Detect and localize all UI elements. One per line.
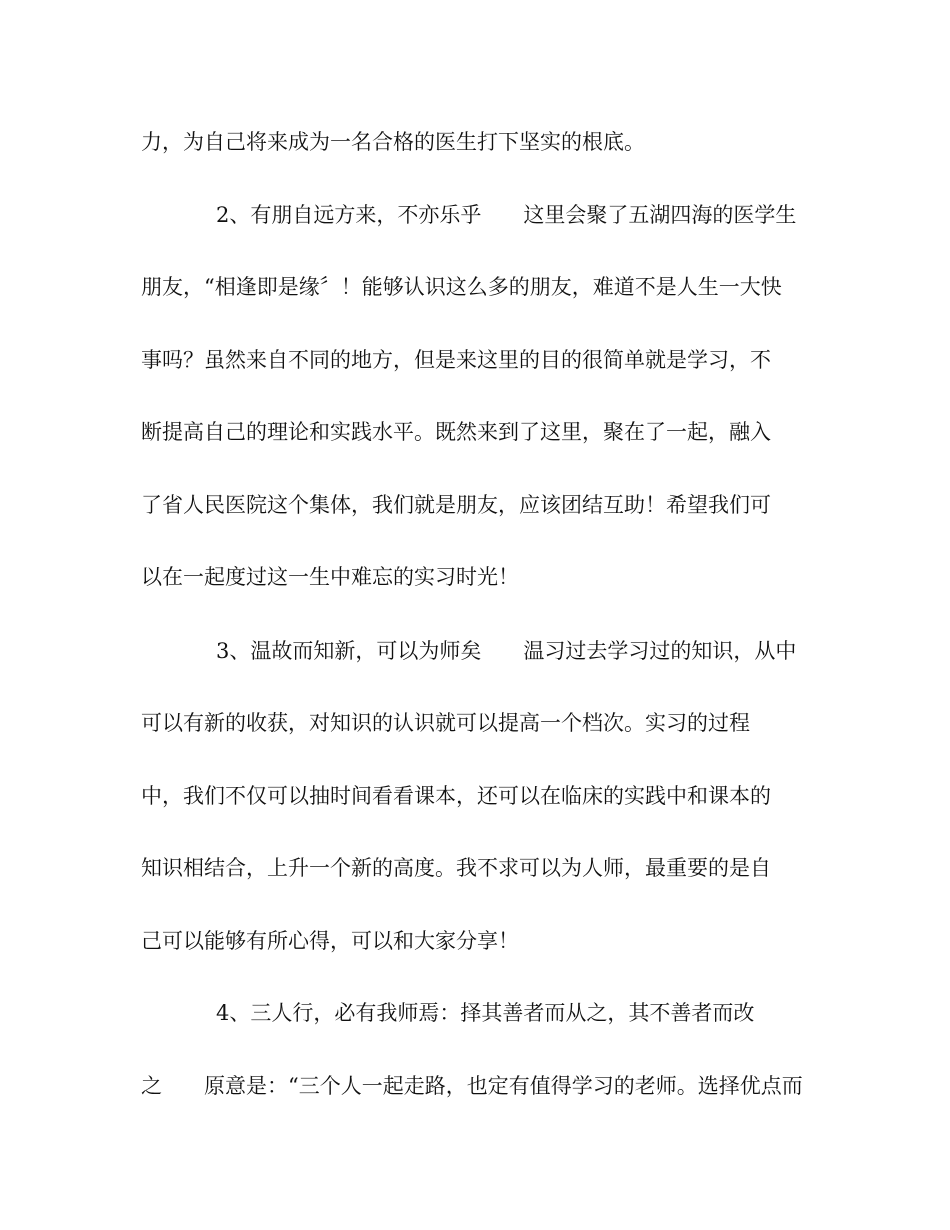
section-heading-4: 4、三人行，必有我师焉：择其善者而从之，其不善者而改 (216, 1001, 755, 1025)
text-line: 力，为自己将来成为一名合格的医生打下坚实的根底。 (141, 130, 645, 154)
text-line: 之 原意是：“三个人一起走路，也定有值得学习的老师。选择优点而 (141, 1074, 803, 1098)
text-line: 了省人民医院这个集体，我们就是朋友，应该团结互助！希望我们可 (141, 493, 771, 517)
text-line: 可以有新的收获，对知识的认识就可以提高一个档次。实习的过程 (141, 711, 750, 735)
text-line: 知识相结合，上升一个新的高度。我不求可以为人师，最重要的是自 (141, 856, 771, 880)
section-heading-3: 3、温故而知新，可以为师矣 温习过去学习过的知识，从中 (216, 639, 797, 663)
text-line: 事吗？虽然来自不同的地方，但是来这里的目的很简单就是学习，不 (141, 348, 771, 372)
section-heading-2: 2、有朋自远方来，不亦乐乎 这里会聚了五湖四海的医学生 (216, 203, 797, 227)
text-line: 朋友，“相逢即是缘〞！能够认识这么多的朋友，难道不是人生一大快 (141, 275, 782, 299)
text-line: 己可以能够有所心得，可以和大家分享！ (141, 929, 519, 953)
text-line: 以在一起度过这一生中难忘的实习时光！ (141, 565, 519, 589)
text-line: 中，我们不仅可以抽时间看看课本，还可以在临床的实践中和课本的 (141, 784, 771, 808)
text-line: 断提高自己的理论和实践水平。既然来到了这里，聚在了一起，融入 (141, 420, 771, 444)
